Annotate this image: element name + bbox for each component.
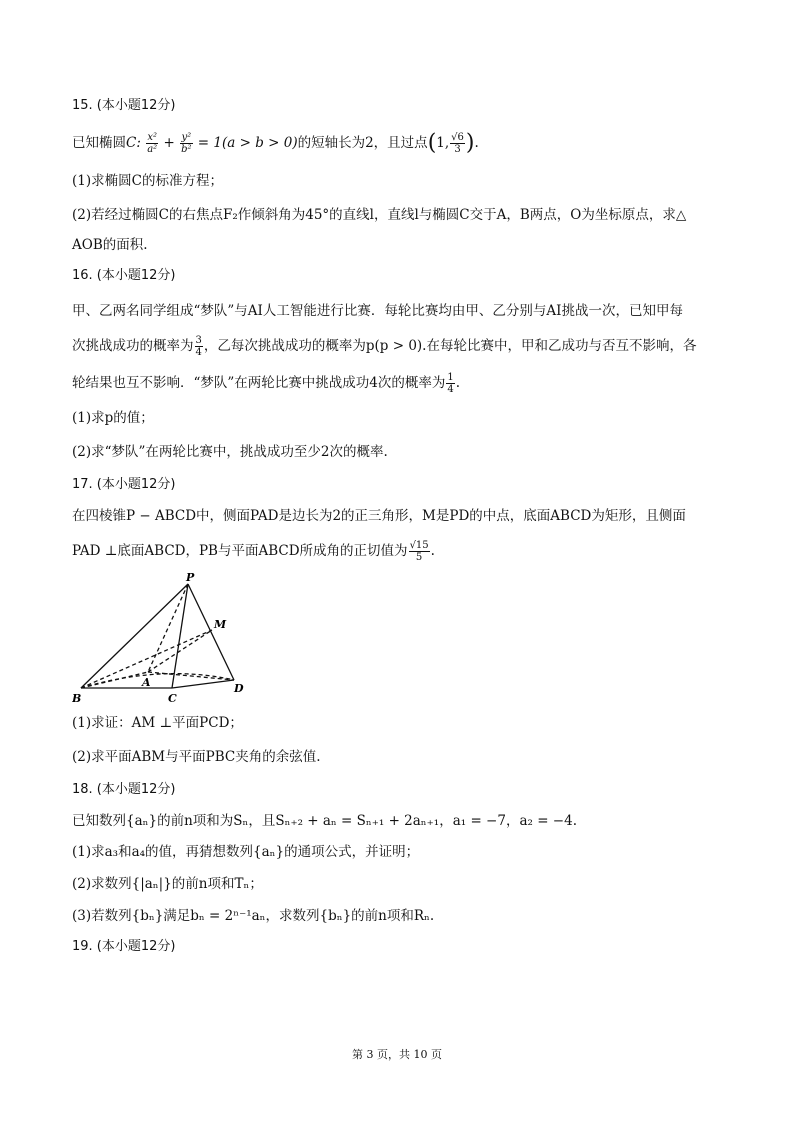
problem-16-line-1: 甲、乙两名同学组成“梦队”与AI人工智能进行比赛．每轮比赛均由甲、乙分别与AI挑战一次，已知甲每 [72,303,683,319]
problem-17-line-1: 在四棱锥P − ABCD中，侧面PAD是边长为2的正三角形，M是PD的中点，底面ABCD为矩形，且侧面 [72,508,686,524]
vertex-label-a: A [142,676,151,689]
vertex-label-d: D [234,682,244,695]
problem-15-part-1: (1)求椭圆C的标准方程； [72,173,223,189]
problem-15-header: 15. (本小题12分) [72,98,176,113]
vertex-label-b: B [72,692,82,705]
fraction-x2-a2: $\frac{\text{x²}}{\text{a²}}$ [147,132,158,155]
problem-18-line-1: 已知数列{aₙ}的前n项和为Sₙ，且Sₙ₊₂ + aₙ = Sₙ₊₁ + 2aₙ₊₁，a₁ = −7，a₂ = −4. [72,813,577,829]
problem-15-part-2-cont: AOB的面积. [72,237,148,253]
fraction-sqrt6-3: $\frac{√6}{3}$ [451,132,464,155]
pyramid-figure [72,572,262,708]
problem-18-part-2: (2)求数列{|aₙ|}的前n项和Tₙ； [72,876,263,892]
problem-17-line-2: PAD ⊥底面ABCD，PB与平面ABCD所成角的正切值为 $\frac{√15}{5}$ . [72,540,435,563]
problem-16-header: 16. (本小题12分) [72,268,176,283]
problem-17-part-2: (2)求平面ABM与平面PBC夹角的余弦值. [72,749,321,765]
problem-18-part-1: (1)求a₃和a₄的值，再猜想数列{aₙ}的通项公式，并证明； [72,844,420,860]
fraction-1-4: $\frac{1}{4}$ [447,372,454,395]
page-footer: 第 3 页，共 10 页 [352,1048,442,1061]
problem-16-part-1: (1)求p的值； [72,410,154,426]
fraction-y2-b2: $\frac{\text{y²}}{\text{b²}}$ [181,132,192,155]
problem-15-stem: 已知椭圆C: $\frac{\text{x²}}{\text{a²}}$ + $\frac{\text{y²}}{\text{b²}}$ = 1(a > b > 0)的短轴长为2，且过点(1, $\frac{√6}{3}$ ). [72,130,479,156]
problem-17-header: 17. (本小题12分) [72,477,176,492]
problem-16-part-2: (2)求“梦队”在两轮比赛中，挑战成功至少2次的概率. [72,444,388,460]
fraction-sqrt15-5: $\frac{√15}{5}$ [409,540,429,563]
problem-17-part-1: (1)求证：AM ⊥平面PCD； [72,715,243,731]
fraction-3-4: $\frac{3}{4}$ [195,335,202,358]
problem-19-header: 19. (本小题12分) [72,939,176,954]
problem-18-part-3: (3)若数列{bₙ}满足bₙ = 2ⁿ⁻¹aₙ，求数列{bₙ}的前n项和Rₙ. [72,908,435,924]
vertex-label-c: C [168,692,177,705]
problem-16-line-2: 次挑战成功的概率为 $\frac{3}{4}$ ，乙每次挑战成功的概率为p(p > 0).在每轮比赛中，甲和乙成功与否互不影响，各 [72,335,697,358]
vertex-label-m: M [214,618,227,631]
vertex-label-p: P [186,572,195,584]
problem-18-header: 18. (本小题12分) [72,782,176,797]
problem-15-part-2: (2)若经过椭圆C的右焦点F₂作倾斜角为45°的直线l，直线l与椭圆C交于A，B两点，O为坐标原点，求△ [72,207,687,223]
problem-16-line-3: 轮结果也互不影响．“梦队”在两轮比赛中挑战成功4次的概率为 $\frac{1}{4}$ . [72,372,461,395]
